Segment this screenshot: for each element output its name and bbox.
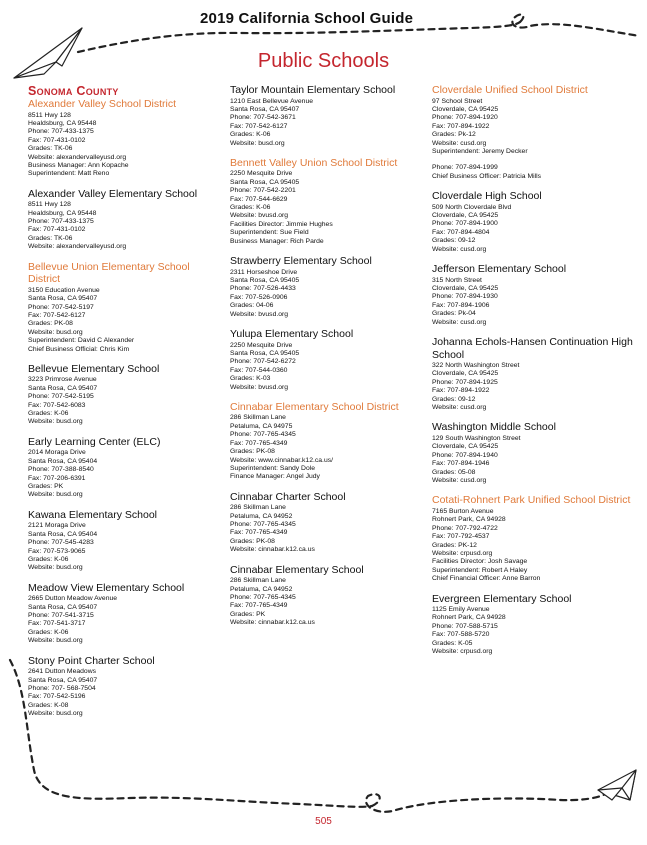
entry-detail-line: Phone: 707-894-1930 [432,293,498,301]
entry-detail-line: Website: busd.org [28,637,83,645]
entry-detail-line: Website: busd.org [28,418,83,426]
entry-detail-line: Website: www.cinnabar.k12.ca.us/ [230,456,334,464]
entry-detail-line: Phone: 707-526-4433 [230,285,296,293]
school-entry [230,255,426,319]
entry-detail-line: Fax: 707-542-6083 [28,401,86,409]
entry-detail-line: Website: alexandervalleyusd.org [28,153,127,161]
entry-detail-line: Grades: K-06 [28,410,69,418]
entry-detail-line: Website: busd.org [28,328,83,336]
school-name: Meadow View Elementary School [28,581,185,594]
entry-detail-line: Phone: 707- 568-7504 [28,685,96,692]
entry-detail-line: Grades: PK-08 [230,537,275,545]
entry-detail-line: 8511 Hwy 128 [28,111,71,119]
entry-detail-line: 2250 Mesquite Drive [230,341,293,349]
entry-detail-line: 7165 Burton Avenue [432,507,494,515]
school-name: Kawana Elementary School [28,508,157,521]
entry-detail-line: Phone: 707-588-5715 [432,622,498,630]
spacer [432,156,637,164]
entry-detail-line: Petaluma, CA 94952 [230,585,293,593]
entry-detail-line: Website: cinnabar.k12.ca.us [230,619,315,627]
entry-detail-line: Rohnert Park, CA 94928 [432,614,506,622]
entry-detail-line: Fax: 707-894-1906 [432,301,490,309]
school-name: Washington Middle School [432,421,556,434]
entry-detail-line: Santa Rosa, CA 95407 [28,295,98,303]
entry-detail-line: Grades: TK-06 [28,234,73,242]
entry-detail-line: Fax: 707-894-1946 [432,460,490,468]
entry-detail-line: Phone: 707-894-1999 [432,164,498,172]
entry-detail-line: Website: cusd.org [432,404,487,412]
school-entry [432,336,637,412]
entry-detail-line: Website: bvusd.org [230,383,289,391]
entry-detail-line: 286 Skillman Lane [230,504,286,512]
entry-detail-line: Phone: 707-765-4345 [230,593,296,601]
entry-detail-line: 97 School Street [432,97,483,105]
school-entry [28,655,224,719]
entry-detail-line: Fax: 707-542-6127 [230,122,288,130]
entry-detail-line: 509 North Cloverdale Blvd [432,203,512,211]
entry-detail-line: Fax: 707-206-6391 [28,474,86,482]
entry-detail-line: Phone: 707-542-3671 [230,114,296,122]
district-entry [28,98,224,179]
entry-detail-line: 2014 Moraga Drive [28,449,86,457]
entry-detail-line: Superintendent: Sue Field [230,229,309,237]
school-name: Cinnabar Charter School [230,490,346,503]
entry-detail-line: Website: cusd.org [432,245,487,253]
entry-detail-line: Phone: 707-545-4283 [28,539,94,547]
entry-detail-line: Website: busd.org [28,710,83,718]
entry-detail-line: Phone: 707-765-4345 [230,521,296,529]
district-name: Bennett Valley Union School District [230,156,398,169]
entry-detail-line: Phone: 707-433-1375 [28,128,94,136]
school-name: Bellevue Elementary School [28,362,160,375]
school-entry [432,593,637,657]
entry-detail-line: Cloverdale, CA 95425 [432,370,499,378]
school-entry [230,564,426,628]
entry-detail-line: Santa Rosa, CA 95405 [230,178,300,186]
entry-detail-line: Cloverdale, CA 95425 [432,105,499,113]
entry-detail-line: Petaluma, CA 94975 [230,422,293,430]
entry-detail-line: Superintendent: Sandy Dole [230,464,316,472]
entry-detail-line: Superintendent: David C Alexander [28,337,135,345]
entry-detail-line: Chief Business Official: Chris Kim [28,345,130,353]
entry-detail-line: Website: bvusd.org [230,310,289,318]
entry-detail-line: Fax: 707-431-0102 [28,136,86,144]
entry-detail-line: Santa Rosa, CA 95407 [230,105,300,113]
entry-detail-line: 2250 Mesquite Drive [230,170,293,178]
entry-detail-line: Fax: 707-544-6629 [230,195,288,203]
county-heading: Sonoma County [28,84,119,98]
school-entry [230,84,426,148]
school-entry [230,491,426,555]
entry-detail-line: Fax: 707-894-1922 [432,122,490,130]
entry-detail-line: Website: busd.org [28,491,83,499]
entry-detail-line: Chief Business Officer: Patricia Mills [432,172,542,180]
entry-detail-line: Grades: K-06 [28,555,69,563]
school-entry [28,363,224,427]
entry-detail-line: Superintendent: Matt Reno [28,170,110,178]
school-entry [432,190,637,254]
school-entry [432,421,637,485]
entry-detail-line: Website: cusd.org [432,139,487,147]
entry-detail-line: Grades: 09-12 [432,237,476,245]
entry-detail-line: Phone: 707-765-4345 [230,431,296,439]
entry-detail-line: Fax: 707-573-9065 [28,547,86,555]
entry-detail-line: Grades: TK-06 [28,145,73,153]
school-entry [230,328,426,392]
entry-detail-line: Phone: 707-541-3715 [28,612,94,620]
entry-detail-line: Rohnert Park, CA 94928 [432,516,506,524]
district-name: Alexander Valley School District [28,98,177,110]
entry-detail-line: Cloverdale, CA 95425 [432,285,499,292]
column-3 [432,84,637,666]
entry-detail-line: 3150 Education Avenue [28,286,100,294]
entry-detail-line: Fax: 707-542-6127 [28,311,86,319]
entry-detail-line: Phone: 707-542-5195 [28,393,94,401]
entry-detail-line: Business Manager: Rich Parde [230,237,324,245]
entry-detail-line: Cloverdale, CA 95425 [432,212,499,220]
entry-detail-line: 286 Skillman Lane [230,414,286,422]
page-number: 505 [315,816,332,827]
entry-detail-line: Phone: 707-894-1925 [432,378,498,386]
district-entry [28,261,224,354]
entry-detail-line: Superintendent: Jeremy Decker [432,147,528,155]
school-name: Evergreen Elementary School [432,592,572,605]
entry-detail-line: Fax: 707-792-4537 [432,533,490,541]
entry-detail-line: Grades: Pk-04 [432,310,476,318]
column-2 [230,84,426,637]
entry-detail-line: Chief Financial Officer: Anne Barron [432,575,541,583]
school-name: Taylor Mountain Elementary School [230,84,396,96]
entry-detail-line: Fax: 707-431-0102 [28,226,86,234]
school-entry [28,509,224,573]
entry-detail-line: 129 South Washington Street [432,434,521,442]
entry-detail-line: Healdsburg, CA 95448 [28,119,97,127]
entry-detail-line: Grades: PK-08 [230,448,275,456]
entry-detail-line: Phone: 707-894-1920 [432,114,498,122]
school-name: Cloverdale High School [432,190,542,203]
entry-detail-line: Santa Rosa, CA 95404 [28,530,98,538]
district-name: Bellevue Union Elementary School District [28,260,190,286]
entry-detail-line: Fax: 707-765-4349 [230,529,288,537]
entry-detail-line: 8511 Hwy 128 [28,201,71,209]
entry-detail-line: Grades: PK [28,483,64,490]
entry-detail-line: Grades: K-06 [28,628,69,636]
entry-detail-line: Website: alexandervalleyusd.org [28,243,127,251]
school-name: Cinnabar Elementary School [230,563,364,576]
entry-detail-line: Phone: 707-542-2201 [230,187,296,195]
entry-detail-line: Phone: 707-433-1375 [28,218,94,226]
guide-title: 2019 California School Guide [200,10,414,27]
entry-detail-line: Grades: 04-06 [230,302,274,310]
entry-detail-line: Petaluma, CA 94952 [230,512,293,520]
entry-detail-line: Phone: 707-542-6272 [230,358,296,366]
district-name: Cotati-Rohnert Park Unified School District [432,494,631,507]
district-name: Cloverdale Unified School District [432,84,588,96]
school-name: Alexander Valley Elementary School [28,187,198,200]
entry-detail-line: Cloverdale, CA 95425 [432,443,499,451]
entry-detail-line: Santa Rosa, CA 95407 [28,603,98,611]
column-1 [28,84,224,728]
entry-detail-line: Facilities Director: Jimmie Hughes [230,220,333,228]
school-name: Early Learning Center (ELC) [28,435,161,448]
school-entry [28,436,224,500]
school-entry [432,263,637,327]
entry-detail-line: 315 North Street [432,276,482,284]
entry-detail-line: Fax: 707-542-5196 [28,693,86,701]
district-entry [432,494,637,583]
school-entry [28,582,224,646]
entry-detail-line: Healdsburg, CA 95448 [28,209,97,217]
district-entry [230,157,426,246]
school-name: Jefferson Elementary School [432,263,567,276]
entry-detail-line: Website: cusd.org [432,477,487,484]
entry-detail-line: 2641 Dutton Meadows [28,668,97,676]
school-entry [28,188,224,252]
entry-detail-line: Fax: 707-765-4349 [230,602,288,610]
district-entry [432,84,637,181]
entry-detail-line: Fax: 707-765-4349 [230,439,288,447]
school-name: Stony Point Charter School [28,654,155,667]
entry-detail-line: Fax: 707-894-1922 [432,387,490,395]
entry-detail-line: Website: busd.org [230,139,285,147]
entry-detail-line: 2121 Moraga Drive [28,522,86,530]
entry-detail-line: Grades: K-06 [230,204,271,212]
entry-detail-line: Grades: K-06 [230,131,271,139]
entry-detail-line: Phone: 707-894-1940 [432,451,498,459]
entry-detail-line: Superintendent: Robert A Haley [432,566,528,574]
school-name: Johanna Echols-Hansen Continuation High School [432,336,633,361]
entry-detail-line: Fax: 707-541-3717 [28,620,86,628]
entry-detail-line: Grades: PK-08 [28,320,73,328]
entry-detail-line: Grades: 09-12 [432,395,476,403]
entry-detail-line: Grades: PK-12 [432,541,477,549]
entry-detail-line: Website: busd.org [28,564,83,572]
entry-detail-line: Grades: K-05 [432,639,473,647]
entry-detail-line: Grades: K-03 [230,375,271,383]
entry-detail-line: Fax: 707-526-0906 [230,293,288,301]
entry-detail-line: Phone: 707-542-5197 [28,303,94,311]
entry-detail-line: Santa Rosa, CA 95405 [230,349,300,357]
entry-detail-line: 1210 East Bellevue Avenue [230,97,314,105]
district-name: Cinnabar Elementary School District [230,400,399,413]
entry-detail-line: Phone: 707-792-4722 [432,524,498,532]
entry-detail-line: 286 Skillman Lane [230,577,286,585]
entry-detail-line: 2665 Dutton Meadow Avenue [28,595,118,603]
entry-detail-line: Grades: Pk-12 [432,131,476,139]
entry-detail-line: Website: cusd.org [432,318,487,326]
entry-detail-line: Grades: K-08 [28,701,69,709]
school-name: Yulupa Elementary School [230,328,354,341]
entry-detail-line: 2311 Horseshoe Drive [230,268,298,276]
entry-detail-line: Finance Manager: Angel Judy [230,473,320,481]
school-name: Strawberry Elementary School [230,255,372,268]
entry-detail-line: Phone: 707-894-1900 [432,220,498,228]
entry-detail-line: Website: crpusd.org [432,549,493,557]
entry-detail-line: Business Manager: Ann Kopache [28,161,129,169]
entry-detail-line: Santa Rosa, CA 95407 [28,676,98,684]
entry-detail-line: Website: crpusd.org [432,648,493,656]
page-title: Public Schools [257,50,390,72]
entry-detail-line: 1125 Emily Avenue [432,606,490,614]
entry-detail-line: Fax: 707-544-0360 [230,366,288,374]
entry-detail-line: Grades: PK [230,610,266,618]
entry-detail-line: Facilities Director: Josh Savage [432,558,528,566]
entry-detail-line: Santa Rosa, CA 95407 [28,384,98,392]
entry-detail-line: Phone: 707-388-8540 [28,466,94,474]
entry-detail-line: 3223 Primrose Avenue [28,376,97,384]
entry-detail-line: Santa Rosa, CA 95404 [28,457,98,465]
entry-detail-line: Fax: 707-588-5720 [432,631,490,639]
entry-detail-line: Fax: 707-894-4804 [432,228,490,236]
entry-detail-line: 322 North Washington Street [432,362,520,370]
entry-detail-line: Website: bvusd.org [230,212,289,220]
entry-detail-line: Grades: 05-08 [432,468,476,476]
district-entry [230,401,426,482]
entry-detail-line: Website: cinnabar.k12.ca.us [230,546,315,554]
entry-detail-line: Santa Rosa, CA 95405 [230,277,300,284]
